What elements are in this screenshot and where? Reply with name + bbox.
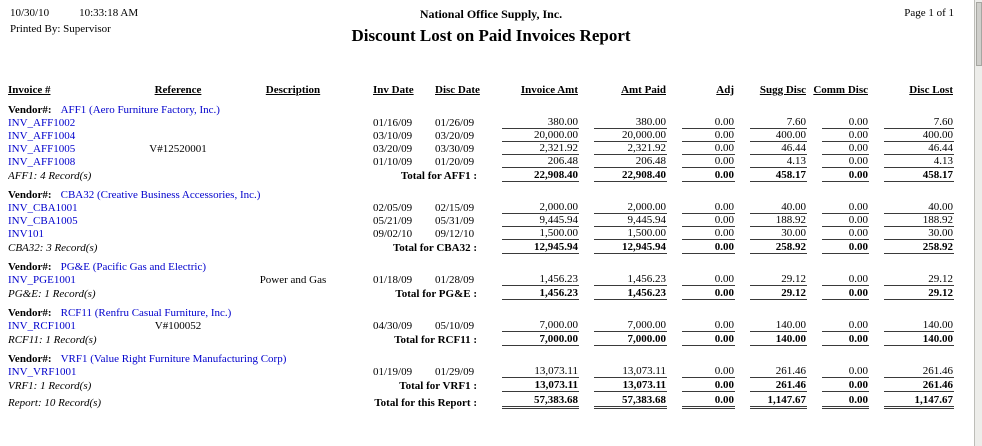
report-table bbox=[8, 84, 954, 410]
company-name: National Office Supply, Inc. bbox=[419, 7, 563, 21]
sugg-disc-cell: 30.00 bbox=[750, 227, 807, 240]
group-total-row bbox=[8, 286, 954, 301]
invoice-amt-cell: 7,000.00 bbox=[502, 319, 579, 332]
disc-date-cell: 03/30/09 bbox=[435, 143, 475, 155]
reference-cell bbox=[133, 155, 223, 168]
total-amt-paid: 1,456.23 bbox=[594, 287, 667, 300]
vendor-label: Vendor#: bbox=[8, 307, 52, 319]
total-adj: 0.00 bbox=[682, 169, 735, 182]
total-invoice-amt: 7,000.00 bbox=[502, 333, 579, 346]
amt-paid-cell: 1,500.00 bbox=[594, 227, 667, 240]
group-total-label: Total for RCF11 : bbox=[394, 334, 477, 346]
table-row bbox=[8, 201, 954, 214]
amt-paid-cell: 2,321.92 bbox=[594, 142, 667, 155]
comm-disc-cell: 0.00 bbox=[822, 116, 869, 129]
invoice-link[interactable]: INV_PGE1001 bbox=[8, 274, 76, 286]
disc-lost-cell: 7.60 bbox=[884, 116, 954, 129]
group-record-count: RCF11: 1 Record(s) bbox=[8, 334, 97, 346]
invoice-amt-cell: 13,073.11 bbox=[502, 365, 579, 378]
report-date: 10/30/10 bbox=[10, 7, 50, 19]
description-cell bbox=[223, 116, 363, 129]
disc-lost-cell: 30.00 bbox=[884, 227, 954, 240]
description-cell bbox=[223, 201, 363, 214]
total-amt-paid: 22,908.40 bbox=[594, 169, 667, 182]
comm-disc-cell: 0.00 bbox=[822, 155, 869, 168]
total-adj: 0.00 bbox=[682, 379, 735, 392]
total-adj: 0.00 bbox=[682, 241, 735, 254]
disc-lost-cell: 188.92 bbox=[884, 214, 954, 227]
invoice-amt-cell: 1,456.23 bbox=[502, 273, 579, 286]
col-header-sugg-disc: Sugg Disc bbox=[759, 84, 806, 96]
adj-cell: 0.00 bbox=[682, 155, 735, 168]
disc-date-cell: 02/15/09 bbox=[435, 202, 475, 214]
invoice-amt-cell: 20,000.00 bbox=[502, 129, 579, 142]
description-cell bbox=[223, 319, 363, 332]
printed-by: Printed By: Supervisor bbox=[10, 23, 111, 35]
report-total-label: Total for this Report : bbox=[374, 397, 477, 409]
disc-date-cell: 01/20/09 bbox=[435, 156, 475, 168]
group-record-count: AFF1: 4 Record(s) bbox=[8, 170, 92, 182]
sugg-disc-cell: 46.44 bbox=[750, 142, 807, 155]
amt-paid-cell: 20,000.00 bbox=[594, 129, 667, 142]
invoice-link[interactable]: INV_AFF1008 bbox=[8, 156, 76, 168]
comm-disc-cell: 0.00 bbox=[822, 214, 869, 227]
sugg-disc-cell: 4.13 bbox=[750, 155, 807, 168]
inv-date-cell: 03/10/09 bbox=[373, 130, 413, 142]
page-indicator: Page 1 of 1 bbox=[904, 7, 954, 19]
col-header-description: Description bbox=[265, 84, 321, 96]
col-header-invoice-amt: Invoice Amt bbox=[520, 84, 578, 96]
vendor-link[interactable]: AFF1 (Aero Furniture Factory, Inc.) bbox=[60, 104, 220, 116]
group-record-count: VRF1: 1 Record(s) bbox=[8, 380, 92, 392]
group-total-row bbox=[8, 168, 954, 183]
vendor-link[interactable]: VRF1 (Value Right Furniture Manufacturing Corp) bbox=[60, 353, 287, 365]
scrollbar-thumb[interactable] bbox=[976, 2, 982, 66]
col-header-disc-date: Disc Date bbox=[435, 84, 480, 96]
report-header bbox=[0, 0, 982, 58]
invoice-amt-cell: 9,445.94 bbox=[502, 214, 579, 227]
total-comm-disc: 0.00 bbox=[822, 241, 869, 254]
sugg-disc-cell: 29.12 bbox=[750, 273, 807, 286]
invoice-amt-cell: 206.48 bbox=[502, 155, 579, 168]
group-record-count: PG&E: 1 Record(s) bbox=[8, 288, 96, 300]
description-cell bbox=[223, 155, 363, 168]
invoice-link[interactable]: INV_CBA1005 bbox=[8, 215, 78, 227]
table-row bbox=[8, 129, 954, 142]
report-total-invoice-amt: 57,383.68 bbox=[502, 394, 579, 409]
total-disc-lost: 258.92 bbox=[884, 241, 954, 254]
amt-paid-cell: 9,445.94 bbox=[594, 214, 667, 227]
total-comm-disc: 0.00 bbox=[822, 333, 869, 346]
adj-cell: 0.00 bbox=[682, 214, 735, 227]
disc-date-cell: 05/31/09 bbox=[435, 215, 475, 227]
total-comm-disc: 0.00 bbox=[822, 287, 869, 300]
comm-disc-cell: 0.00 bbox=[822, 129, 869, 142]
group-total-row bbox=[8, 332, 954, 347]
report-total-amt-paid: 57,383.68 bbox=[594, 394, 667, 409]
disc-lost-cell: 40.00 bbox=[884, 201, 954, 214]
inv-date-cell: 03/20/09 bbox=[373, 143, 413, 155]
comm-disc-cell: 0.00 bbox=[822, 142, 869, 155]
col-header-invoice: Invoice # bbox=[8, 84, 51, 96]
adj-cell: 0.00 bbox=[682, 319, 735, 332]
col-header-disc-lost: Disc Lost bbox=[909, 84, 953, 96]
reference-cell: V#100052 bbox=[154, 320, 202, 332]
disc-date-cell: 01/29/09 bbox=[435, 366, 475, 378]
report-total-comm-disc: 0.00 bbox=[822, 394, 869, 409]
inv-date-cell: 01/18/09 bbox=[373, 274, 413, 286]
table-row bbox=[8, 365, 954, 378]
vendor-row bbox=[8, 98, 954, 116]
report-title: Discount Lost on Paid Invoices Report bbox=[351, 26, 631, 45]
total-comm-disc: 0.00 bbox=[822, 379, 869, 392]
inv-date-cell: 02/05/09 bbox=[373, 202, 413, 214]
table-row bbox=[8, 227, 954, 240]
vendor-label: Vendor#: bbox=[8, 189, 52, 201]
total-invoice-amt: 12,945.94 bbox=[502, 241, 579, 254]
sugg-disc-cell: 188.92 bbox=[750, 214, 807, 227]
amt-paid-cell: 13,073.11 bbox=[594, 365, 667, 378]
group-record-count: CBA32: 3 Record(s) bbox=[8, 242, 98, 254]
total-sugg-disc: 29.12 bbox=[750, 287, 807, 300]
description-cell bbox=[223, 365, 363, 378]
amt-paid-cell: 2,000.00 bbox=[594, 201, 667, 214]
group-total-row bbox=[8, 240, 954, 255]
disc-lost-cell: 46.44 bbox=[884, 142, 954, 155]
invoice-amt-cell: 1,500.00 bbox=[502, 227, 579, 240]
table-row bbox=[8, 319, 954, 332]
report-record-count: Report: 10 Record(s) bbox=[8, 397, 102, 409]
reference-cell: V#12520001 bbox=[149, 143, 207, 155]
inv-date-cell: 01/10/09 bbox=[373, 156, 413, 168]
inv-date-cell: 01/19/09 bbox=[373, 366, 413, 378]
invoice-link[interactable]: INV_AFF1004 bbox=[8, 130, 76, 142]
sugg-disc-cell: 400.00 bbox=[750, 129, 807, 142]
vendor-link[interactable]: CBA32 (Creative Business Accessories, Inc.) bbox=[60, 189, 261, 201]
reference-cell bbox=[133, 214, 223, 227]
col-header-inv-date: Inv Date bbox=[373, 84, 414, 96]
disc-date-cell: 01/26/09 bbox=[435, 117, 475, 129]
total-disc-lost: 29.12 bbox=[884, 287, 954, 300]
comm-disc-cell: 0.00 bbox=[822, 365, 869, 378]
vendor-link[interactable]: PG&E (Pacific Gas and Electric) bbox=[60, 261, 206, 273]
disc-date-cell: 01/28/09 bbox=[435, 274, 475, 286]
vendor-label: Vendor#: bbox=[8, 261, 52, 273]
invoice-amt-cell: 2,321.92 bbox=[502, 142, 579, 155]
total-invoice-amt: 1,456.23 bbox=[502, 287, 579, 300]
total-sugg-disc: 140.00 bbox=[750, 333, 807, 346]
total-invoice-amt: 13,073.11 bbox=[502, 379, 579, 392]
invoice-amt-cell: 380.00 bbox=[502, 116, 579, 129]
group-total-label: Total for PG&E : bbox=[395, 288, 477, 300]
vendor-row bbox=[8, 347, 954, 365]
invoice-link[interactable]: INV_AFF1005 bbox=[8, 143, 76, 155]
comm-disc-cell: 0.00 bbox=[822, 319, 869, 332]
total-invoice-amt: 22,908.40 bbox=[502, 169, 579, 182]
comm-disc-cell: 0.00 bbox=[822, 227, 869, 240]
comm-disc-cell: 0.00 bbox=[822, 201, 869, 214]
invoice-link[interactable]: INV_VRF1001 bbox=[8, 366, 77, 378]
adj-cell: 0.00 bbox=[682, 273, 735, 286]
reference-cell bbox=[133, 273, 223, 286]
table-row bbox=[8, 155, 954, 168]
sugg-disc-cell: 40.00 bbox=[750, 201, 807, 214]
reference-cell bbox=[133, 365, 223, 378]
description-cell bbox=[223, 142, 363, 155]
amt-paid-cell: 7,000.00 bbox=[594, 319, 667, 332]
disc-date-cell: 03/20/09 bbox=[435, 130, 475, 142]
disc-lost-cell: 29.12 bbox=[884, 273, 954, 286]
total-comm-disc: 0.00 bbox=[822, 169, 869, 182]
report-total-row bbox=[8, 393, 954, 410]
disc-lost-cell: 261.46 bbox=[884, 365, 954, 378]
invoice-link[interactable]: INV_AFF1002 bbox=[8, 117, 76, 129]
vendor-label: Vendor#: bbox=[8, 353, 52, 365]
reference-cell bbox=[133, 201, 223, 214]
sugg-disc-cell: 7.60 bbox=[750, 116, 807, 129]
col-header-comm-disc: Comm Disc bbox=[813, 84, 868, 96]
total-sugg-disc: 261.46 bbox=[750, 379, 807, 392]
sugg-disc-cell: 261.46 bbox=[750, 365, 807, 378]
header-center bbox=[0, 7, 982, 46]
total-adj: 0.00 bbox=[682, 333, 735, 346]
adj-cell: 0.00 bbox=[682, 365, 735, 378]
group-total-label: Total for VRF1 : bbox=[399, 380, 477, 392]
col-header-amt-paid: Amt Paid bbox=[621, 84, 666, 96]
total-amt-paid: 12,945.94 bbox=[594, 241, 667, 254]
total-adj: 0.00 bbox=[682, 287, 735, 300]
amt-paid-cell: 206.48 bbox=[594, 155, 667, 168]
invoice-link[interactable]: INV101 bbox=[8, 228, 45, 240]
comm-disc-cell: 0.00 bbox=[822, 273, 869, 286]
adj-cell: 0.00 bbox=[682, 116, 735, 129]
scrollbar-track[interactable] bbox=[974, 0, 982, 446]
group-total-label: Total for CBA32 : bbox=[392, 242, 477, 254]
inv-date-cell: 05/21/09 bbox=[373, 215, 413, 227]
total-amt-paid: 13,073.11 bbox=[594, 379, 667, 392]
table-row bbox=[8, 142, 954, 155]
disc-date-cell: 09/12/10 bbox=[435, 228, 475, 240]
disc-date-cell: 05/10/09 bbox=[435, 320, 475, 332]
adj-cell: 0.00 bbox=[682, 142, 735, 155]
group-total-label: Total for AFF1 : bbox=[400, 170, 477, 182]
vendor-label: Vendor#: bbox=[8, 104, 52, 116]
column-header-row bbox=[8, 84, 954, 98]
vendor-row bbox=[8, 255, 954, 273]
reference-cell bbox=[133, 129, 223, 142]
col-header-reference: Reference bbox=[154, 84, 202, 96]
reference-cell bbox=[133, 227, 223, 240]
report-time: 10:33:18 AM bbox=[79, 7, 139, 19]
disc-lost-cell: 140.00 bbox=[884, 319, 954, 332]
amt-paid-cell: 380.00 bbox=[594, 116, 667, 129]
adj-cell: 0.00 bbox=[682, 227, 735, 240]
vendor-row bbox=[8, 183, 954, 201]
inv-date-cell: 04/30/09 bbox=[373, 320, 413, 332]
invoice-amt-cell: 2,000.00 bbox=[502, 201, 579, 214]
description-cell bbox=[223, 214, 363, 227]
disc-lost-cell: 4.13 bbox=[884, 155, 954, 168]
vendor-link[interactable]: RCF11 (Renfru Casual Furniture, Inc.) bbox=[60, 307, 232, 319]
invoice-link[interactable]: INV_RCF1001 bbox=[8, 320, 76, 332]
description-cell bbox=[223, 129, 363, 142]
vendor-row bbox=[8, 301, 954, 319]
total-sugg-disc: 458.17 bbox=[750, 169, 807, 182]
description-cell bbox=[223, 227, 363, 240]
adj-cell: 0.00 bbox=[682, 201, 735, 214]
report-total-disc-lost: 1,147.67 bbox=[884, 394, 954, 409]
inv-date-cell: 09/02/10 bbox=[373, 228, 413, 240]
report-total-sugg-disc: 1,147.67 bbox=[750, 394, 807, 409]
total-disc-lost: 458.17 bbox=[884, 169, 954, 182]
total-disc-lost: 261.46 bbox=[884, 379, 954, 392]
total-amt-paid: 7,000.00 bbox=[594, 333, 667, 346]
table-row bbox=[8, 116, 954, 129]
total-sugg-disc: 258.92 bbox=[750, 241, 807, 254]
table-row bbox=[8, 214, 954, 227]
sugg-disc-cell: 140.00 bbox=[750, 319, 807, 332]
adj-cell: 0.00 bbox=[682, 129, 735, 142]
group-total-row bbox=[8, 378, 954, 393]
disc-lost-cell: 400.00 bbox=[884, 129, 954, 142]
report-total-adj: 0.00 bbox=[682, 394, 735, 409]
description-cell: Power and Gas bbox=[259, 274, 327, 286]
amt-paid-cell: 1,456.23 bbox=[594, 273, 667, 286]
table-row bbox=[8, 273, 954, 286]
invoice-link[interactable]: INV_CBA1001 bbox=[8, 202, 78, 214]
total-disc-lost: 140.00 bbox=[884, 333, 954, 346]
reference-cell bbox=[133, 116, 223, 129]
inv-date-cell: 01/16/09 bbox=[373, 117, 413, 129]
col-header-adj: Adj bbox=[716, 84, 734, 96]
